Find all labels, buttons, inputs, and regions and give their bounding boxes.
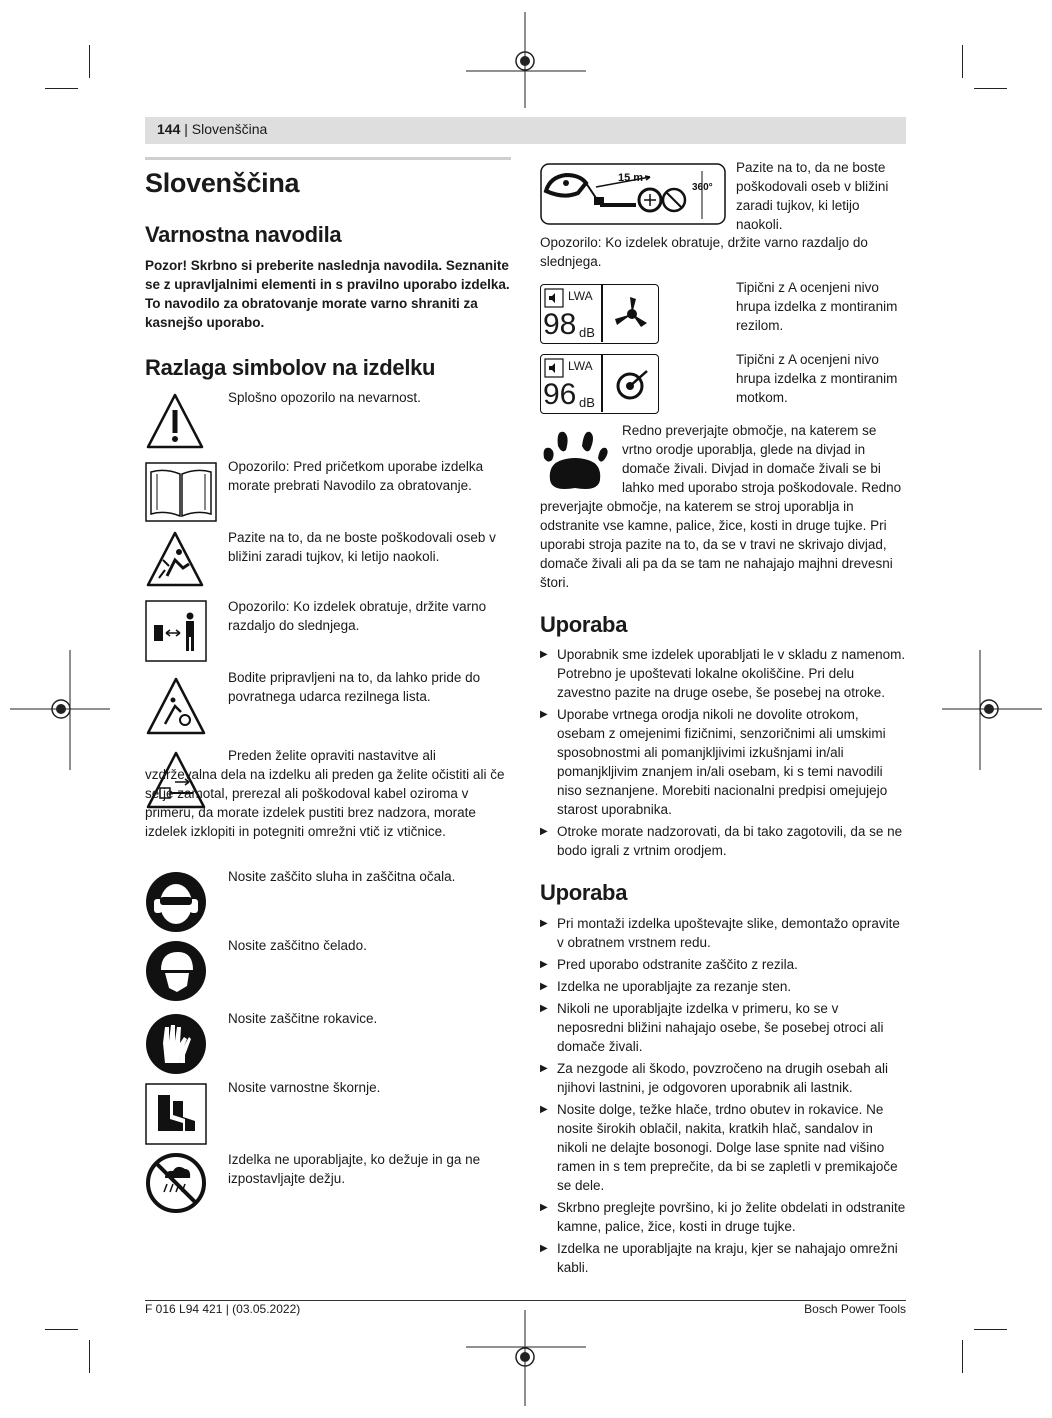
page-number: 144 <box>157 121 181 137</box>
registration-target-icon <box>10 650 110 770</box>
symbol-text: Preden želite opraviti nastavitve ali vzdrževalna dela na izdelku ali preden ga želite očistiti ali če se je zamotal, prerezal ali poškodoval kabel oziroma v primeru, da morate izdelek pustiti brez nadzora, morate izdelek izklopiti in potegniti omrežni vtič iz vtičnice. <box>145 748 505 839</box>
list-item: ▶ Otroke morate nadzorovati, da bi tako zagotovili, da se ne bodo igrali z vrtnim orodjem. <box>540 822 906 860</box>
registration-target-icon <box>942 650 1042 770</box>
distance-label: 15 m <box>618 172 644 184</box>
registration-target-icon <box>466 12 586 108</box>
noise-label-line <box>540 354 659 414</box>
divider <box>601 355 603 412</box>
safety-heading: Varnostna navodila <box>145 222 342 247</box>
symbol-text: Opozorilo: Ko izdelek obratuje, držite varno razdaljo do slednjega. <box>228 599 487 633</box>
animal-paw-icon <box>540 424 610 496</box>
gloves-icon <box>145 1013 207 1075</box>
symbol-text: Pazite na to, da ne boste poškodovali oseb v bližini zaradi tujkov, ki letijo naokoli. <box>228 530 496 564</box>
symbol-text: Splošno opozorilo na nevarnost. <box>228 390 421 405</box>
noise-label-blade <box>540 284 659 344</box>
list-item: ▶ Uporabnik sme izdelek uporabljati le v skladu z namenom. Potrebno je upoštevati lokalne okoliščine. Pri delu zavestno pazite na druge osebe, še posebej na otroke. <box>540 645 906 702</box>
symbol-text: Nosite zaščito sluha in zaščitna očala. <box>228 869 456 884</box>
angle-label: 360° <box>692 182 713 193</box>
thrown-objects-icon <box>145 530 205 590</box>
crop-mark <box>962 1340 963 1373</box>
page-header <box>145 117 906 144</box>
noise1-text: Tipični z A ocenjeni nivo hrupa izdelka z montiranim rezilom. <box>736 280 898 333</box>
crop-mark <box>89 45 90 78</box>
title-rule <box>145 157 511 160</box>
crop-mark <box>45 1329 78 1330</box>
list-item: ▶ Za nezgode ali škodo, povzročeno na drugih osebah ali njihovi lastnini, je odgovoren uporabnik ali lastnik. <box>540 1059 906 1097</box>
list-item: ▶ Nikoli ne uporabljajte izdelka v primeru, ko se v neposredni bližini nahajajo osebe, še posebej otroci ali domače živali. <box>540 999 906 1056</box>
noise-value: 98 <box>543 308 577 341</box>
safety-intro: Pozor! Skrbno si preberite naslednja navodila. Seznanite se z upravljalnimi elementi in s pravilno uporabo izdelka. To navodilo za obratovanje morate varno shraniti za kasnejšo uporabo. <box>145 258 510 330</box>
ear-eye-protection-icon <box>145 871 207 933</box>
sound-power-icon <box>544 288 564 308</box>
distance-side-text: Pazite na to, da ne boste poškodovali oseb v bližini zaradi tujkov, ki letijo naokoli. <box>736 160 889 232</box>
list-item: ▶ Skrbno preglejte površino, ki jo želite obdelati in odstranite kamne, palice, žice, kosti in druge tujke. <box>540 1198 906 1236</box>
trimmer-line-icon <box>613 365 651 403</box>
symbol-text: Nosite varnostne škornje. <box>228 1080 381 1095</box>
kickback-icon <box>145 676 207 738</box>
list-item: ▶ Izdelka ne uporabljajte za rezanje sten. <box>540 977 906 996</box>
crop-mark <box>974 1329 1007 1330</box>
divider <box>601 285 603 342</box>
usage2-heading: Uporaba <box>540 880 628 905</box>
symbol-text: Bodite pripravljeni na to, da lahko pride do povratnega udarca rezilnega lista. <box>228 670 481 704</box>
symbol-text: Nosite zaščitno čelado. <box>228 938 367 953</box>
crop-mark <box>962 45 963 78</box>
symbol-text: Opozorilo: Pred pričetkom uporabe izdelka morate prebrati Navodilo za obratovanje. <box>228 459 484 493</box>
crop-mark <box>45 88 78 89</box>
animals-text-side: Redno preverjajte območje, na katerem se vrtno orodje uporablja, glede na divjad in domače živali. Divjad in domače živali se bi lahko med uporabo stroja poškodovale. Redno <box>622 423 902 495</box>
symbols-heading: Razlaga simbolov na izdelku <box>145 355 436 380</box>
usage1-heading: Uporaba <box>540 612 628 637</box>
symbol-text: Izdelka ne uporabljajte, ko dežuje in ga ne izpostavljajte dežju. <box>228 1152 481 1186</box>
crop-mark <box>89 1340 90 1373</box>
animals-text-below: preverjajte območje, na katerem se stroj uporablja in odstranite vse kamne, palice, žice, kosti in druge tujke. Pri uporabi stroja pazite na to, da se v travi ne skrivajo divjad, domače živali ali pa da se tam ne nahajajo majhni drevesni štori. <box>540 499 893 590</box>
safety-distance-diagram <box>540 163 726 225</box>
noise-unit: dB <box>579 395 595 410</box>
no-rain-icon <box>145 1152 207 1214</box>
crop-mark <box>974 88 1007 89</box>
lwa-label: LWA <box>568 289 593 303</box>
read-manual-icon <box>145 462 217 522</box>
usage2-list <box>540 914 906 1280</box>
usage1-list <box>540 645 906 863</box>
registration-target-icon <box>466 1310 586 1406</box>
safe-distance-icon <box>145 600 207 662</box>
lwa-label: LWA <box>568 359 593 373</box>
list-item: ▶ Uporabe vrtnega orodja nikoli ne dovolite otrokom, osebam z omejenimi fizičnimi, senzoričnimi ali umskimi sposobnostmi ali pomanjkljivimi izkušnjami in/ali pomanjkljivim znanjem in/ali osebam, ki s temi navodili niso seznanjene. Morebiti nacionalni predpisi omejujejo starost uporabnika. <box>540 705 906 819</box>
cutting-blade-icon <box>613 295 651 333</box>
distance-below-text: Opozorilo: Ko izdelek obratuje, držite varno razdaljo do slednjega. <box>540 235 868 269</box>
list-item: ▶ Izdelka ne uporabljajte na kraju, kjer se nahajajo omrežni kabli. <box>540 1239 906 1277</box>
helmet-icon <box>145 940 207 1002</box>
symbol-text: Nosite zaščitne rokavice. <box>228 1011 378 1026</box>
list-item: ▶ Pri montaži izdelka upoštevajte slike, demontažo opravite v obratnem vrstnem redu. <box>540 914 906 952</box>
warning-triangle-icon <box>145 392 205 452</box>
list-item: ▶ Pred uporabo odstranite zaščito z rezila. <box>540 955 906 974</box>
noise-value: 96 <box>543 378 577 411</box>
list-item: ▶ Nosite dolge, težke hlače, trdno obutev in rokavice. Ne nosite širokih oblačil, nakita, kratkih hlač, sandalov in nikoli ne delajte bosonogi. Dolge lase spnite nad višino ramen in s tem preprečite, da bi se zapletli v premikajoče se dele. <box>540 1100 906 1195</box>
boots-icon <box>145 1083 207 1145</box>
noise-unit: dB <box>579 325 595 340</box>
sound-power-icon <box>544 358 564 378</box>
footer-rule <box>145 1300 906 1301</box>
page-title: Slovenščina <box>145 168 300 198</box>
footer-left: F 016 L94 421 | (03.05.2022) <box>145 1302 301 1316</box>
noise2-text: Tipični z A ocenjeni nivo hrupa izdelka z montiranim motkom. <box>736 352 898 405</box>
header-text: 144 | Slovenščina <box>157 121 268 137</box>
header-section: Slovenščina <box>191 121 268 137</box>
footer-right: Bosch Power Tools <box>804 1302 906 1316</box>
